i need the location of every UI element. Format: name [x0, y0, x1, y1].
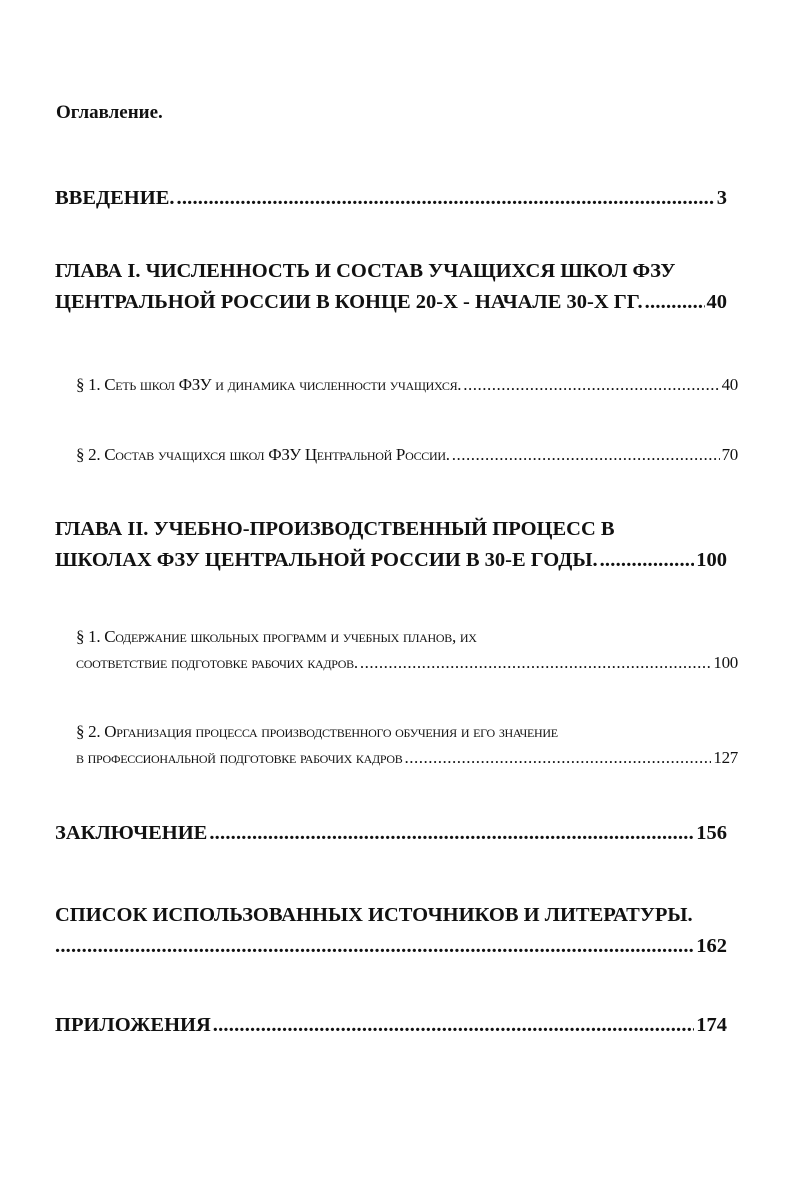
page-title: Оглавление. [56, 102, 163, 123]
page-number: 40 [706, 291, 727, 313]
entry-text-line1: § 1. Содержание школьных программ и учебных планов, их [76, 627, 477, 646]
entry-text-line2: в профессиональной подготовке рабочих кадров [76, 748, 403, 767]
dot-leader [463, 372, 719, 398]
dot-leader [600, 545, 695, 576]
dot-leader [55, 931, 694, 962]
entry-text: § 1. Сеть школ ФЗУ и динамика численности учащихся. [76, 375, 462, 394]
page-number: 156 [696, 822, 727, 844]
entry-text: § 2. Состав учащихся школ ФЗУ Центральной России. [76, 445, 450, 464]
toc-entry-chapter-1[interactable] [55, 256, 727, 318]
dot-leader [404, 745, 711, 771]
page-number: 100 [696, 549, 727, 571]
dot-leader [213, 1010, 694, 1041]
page-number: 40 [721, 375, 738, 394]
dot-leader [452, 442, 720, 468]
toc-entry-appendix[interactable] [55, 1010, 727, 1041]
dot-leader [645, 287, 705, 318]
entry-text-line2: ЦЕНТРАЛЬНОЙ РОССИИ В КОНЦЕ 20-Х - НАЧАЛЕ 30-Х ГГ. [55, 291, 643, 313]
toc-entry-intro[interactable] [55, 183, 727, 214]
dot-leader [209, 818, 694, 849]
entry-text: ЗАКЛЮЧЕНИЕ [55, 822, 208, 844]
toc-entry-conclusion[interactable] [55, 818, 727, 849]
page-number: 162 [696, 935, 727, 957]
entry-text: ВВЕДЕНИЕ. [55, 187, 175, 209]
entry-text-line1: ГЛАВА II. УЧЕБНО-ПРОИЗВОДСТВЕННЫЙ ПРОЦЕСС В [55, 518, 615, 540]
page-number: 3 [716, 187, 727, 209]
entry-text-line1: ГЛАВА I. ЧИСЛЕННОСТЬ И СОСТАВ УЧАЩИХСЯ ШКОЛ ФЗУ [55, 260, 676, 282]
page-number: 127 [713, 748, 738, 767]
page-number: 100 [713, 653, 738, 672]
page-number: 174 [696, 1014, 727, 1036]
toc-entry-ch1-section-1[interactable] [76, 372, 738, 398]
entry-text-line2: ШКОЛАХ ФЗУ ЦЕНТРАЛЬНОЙ РОССИИ В 30-Е ГОДЫ. [55, 549, 598, 571]
dot-leader [360, 650, 712, 676]
entry-text: СПИСОК ИСПОЛЬЗОВАННЫХ ИСТОЧНИКОВ И ЛИТЕРАТУРЫ. [55, 904, 693, 926]
dot-leader [177, 183, 715, 214]
toc-entry-ch1-section-2[interactable] [76, 442, 738, 468]
page-number: 70 [721, 445, 738, 464]
entry-text: ПРИЛОЖЕНИЯ [55, 1014, 211, 1036]
toc-entry-ch2-section-2[interactable] [76, 719, 738, 771]
toc-entry-chapter-2[interactable] [55, 514, 727, 576]
entry-text-line1: § 2. Организация процесса производственного обучения и его значение [76, 722, 558, 741]
toc-entry-ch2-section-1[interactable] [76, 624, 738, 676]
entry-text-line2: соответствие подготовке рабочих кадров. [76, 653, 358, 672]
toc-entry-sources[interactable] [55, 900, 755, 962]
